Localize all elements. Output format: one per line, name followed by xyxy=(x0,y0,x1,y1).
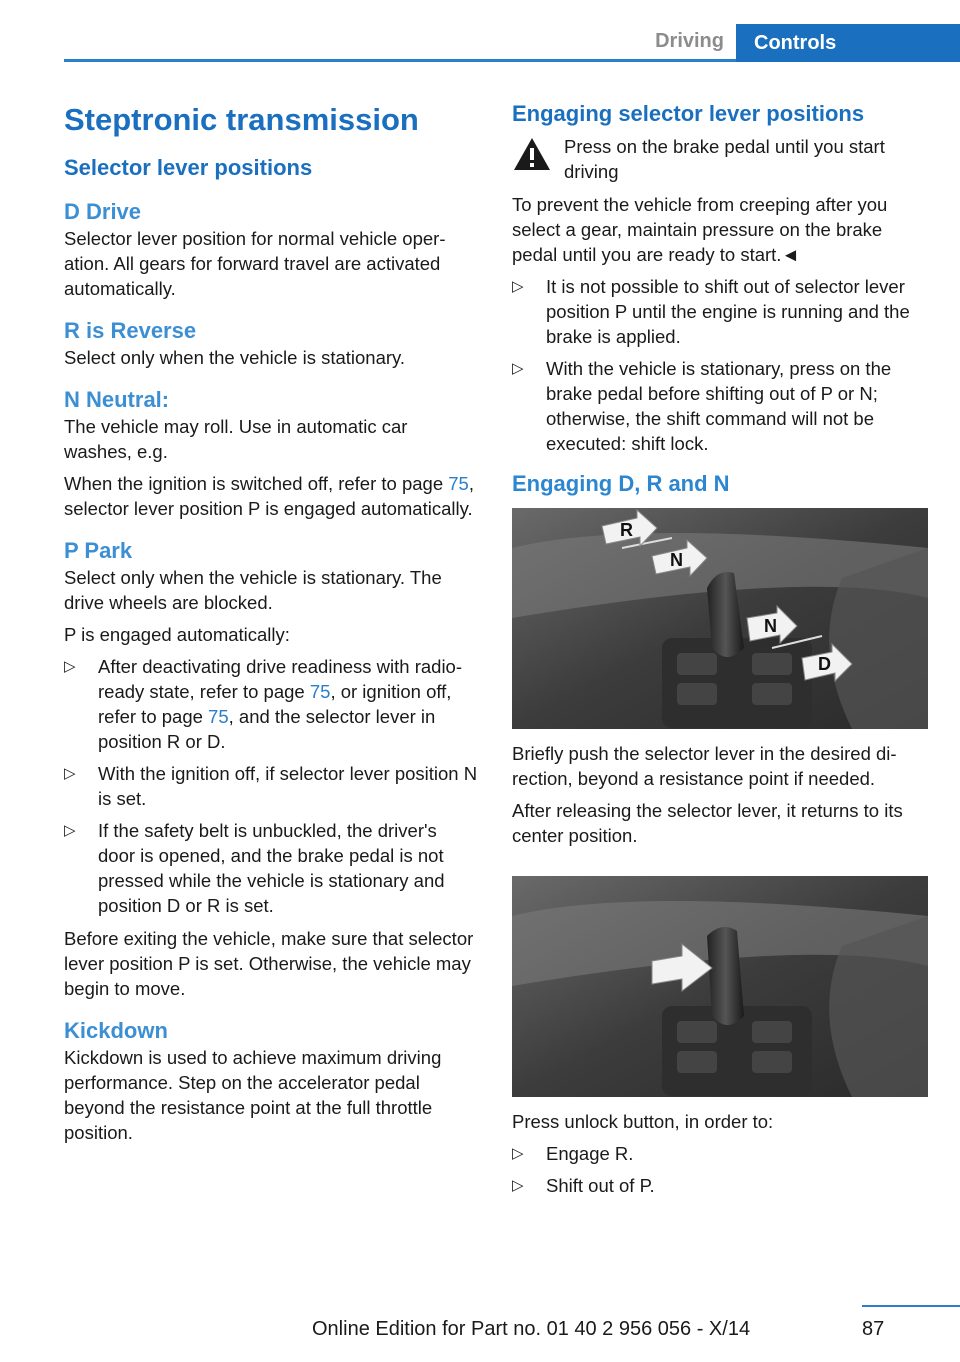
fig1-label-n2: N xyxy=(764,616,777,636)
edition-info: Online Edition for Part no. 01 40 2 956 056 - X/14 xyxy=(312,1318,751,1340)
park-text-2: P is engaged automatically: xyxy=(64,624,290,645)
selector-lever-illustration xyxy=(512,508,928,729)
neutral-section xyxy=(64,386,478,521)
park-section xyxy=(64,537,478,1001)
park-text-1: Select only when the vehicle is stationary. The drive wheels are blocked. xyxy=(64,567,442,613)
park-heading: P Park xyxy=(64,538,133,563)
push-lever-text: Briefly push the selector lever in the desired direction, beyond a resistance point if needed. xyxy=(512,743,897,789)
reverse-section xyxy=(64,317,478,370)
warning-note xyxy=(512,134,928,184)
kickdown-heading: Kickdown xyxy=(64,1018,168,1043)
kickdown-section xyxy=(64,1017,478,1145)
drive-text: Selector lever position for normal vehicle operation. All gears for forward travel are activated automatically. xyxy=(64,228,446,299)
triangle-bullet-icon: ▷ xyxy=(512,360,524,377)
fig1-label-r: R xyxy=(620,520,633,540)
right-column xyxy=(512,100,928,1206)
park-text-3: Before exiting the vehicle, make sure that selector lever position P is set. Otherwise, the vehicle may begin to move. xyxy=(64,928,474,999)
triangle-bullet-icon: ▷ xyxy=(512,278,524,295)
neutral-heading: N Neutral: xyxy=(64,387,170,412)
drive-section xyxy=(64,198,478,301)
fig1-label-d: D xyxy=(818,654,831,674)
list-item: ▷ With the vehicle is stationary, press on the brake pedal before shifting out of P or N; otherwise, the shift command will not be executed: shift lock. xyxy=(512,358,892,454)
triangle-bullet-icon: ▷ xyxy=(64,658,76,675)
tab-controls[interactable]: Controls xyxy=(736,24,960,62)
unlock-text: Press unlock button, in order to: xyxy=(512,1111,774,1132)
triangle-bullet-icon: ▷ xyxy=(512,1177,524,1194)
warning-icon xyxy=(512,136,552,172)
neutral-text-2: When the ignition is switched off, refer to page 75, selector lever position P is engaged automatically. xyxy=(64,473,474,519)
list-item: ▷ If the safety belt is unbuckled, the driver's door is opened, and the brake pedal is not pressed while the vehicle is stationary and position D or R is set. xyxy=(64,820,445,916)
page-link[interactable]: 75 xyxy=(309,681,331,702)
tab-driving[interactable]: Driving xyxy=(655,30,724,52)
section-heading-selector-positions: Selector lever positions xyxy=(64,155,313,180)
engaging-dnr-heading: Engaging D, R and N xyxy=(512,471,730,496)
page-link[interactable]: 75 xyxy=(208,706,229,727)
left-column xyxy=(64,100,478,1152)
page-link[interactable]: 75 xyxy=(448,473,469,494)
triangle-bullet-icon: ▷ xyxy=(64,765,76,782)
unlock-bullet-list xyxy=(512,1141,928,1198)
list-item: ▷ With the ignition off, if selector lever position N is set. xyxy=(64,763,478,809)
list-item: ▷ Engage R. xyxy=(512,1143,634,1164)
unlock-button-illustration xyxy=(512,876,928,1097)
triangle-bullet-icon: ▷ xyxy=(512,1145,524,1162)
selector-lever-diagram-unlock xyxy=(512,876,928,1097)
neutral-text-1: The vehicle may roll. Use in automatic car washes, e.g. xyxy=(64,416,408,462)
creeping-text: To prevent the vehicle from creeping after you select a gear, maintain pressure on the brake pedal until you are ready to start.◄ xyxy=(512,194,888,265)
release-lever-text: After releasing the selector lever, it returns to its center position. xyxy=(512,800,903,846)
list-item: ▷ After deactivating drive readiness with radio-ready state, refer to page 75, or ignition off, refer to page 75, and the selector lever in position R or D. xyxy=(64,656,463,752)
shift-bullet-list xyxy=(512,274,928,456)
selector-lever-diagram-dnr xyxy=(512,508,928,729)
reverse-text: Select only when the vehicle is stationary. xyxy=(64,347,406,368)
reverse-heading: R is Reverse xyxy=(64,318,197,343)
park-bullet-list xyxy=(64,654,478,918)
page-number: 87 xyxy=(862,1318,885,1340)
fig1-label-n1: N xyxy=(670,550,683,570)
engaging-heading: Engaging selector lever positions xyxy=(512,101,865,126)
kickdown-text: Kickdown is used to achieve maximum driving performance. Step on the accelerator pedal beyond the resistance point at the full throttle position. xyxy=(64,1047,442,1143)
warning-text: Press on the brake pedal until you start driving xyxy=(564,136,885,182)
drive-heading: D Drive xyxy=(64,199,142,224)
page-title: Steptronic transmission xyxy=(64,102,419,137)
triangle-bullet-icon: ▷ xyxy=(64,822,76,839)
list-item: ▷ Shift out of P. xyxy=(512,1175,655,1196)
list-item: ▷ It is not possible to shift out of selector lever position P until the engine is running and the brake is applied. xyxy=(512,276,910,347)
footer-rule xyxy=(862,1305,960,1307)
